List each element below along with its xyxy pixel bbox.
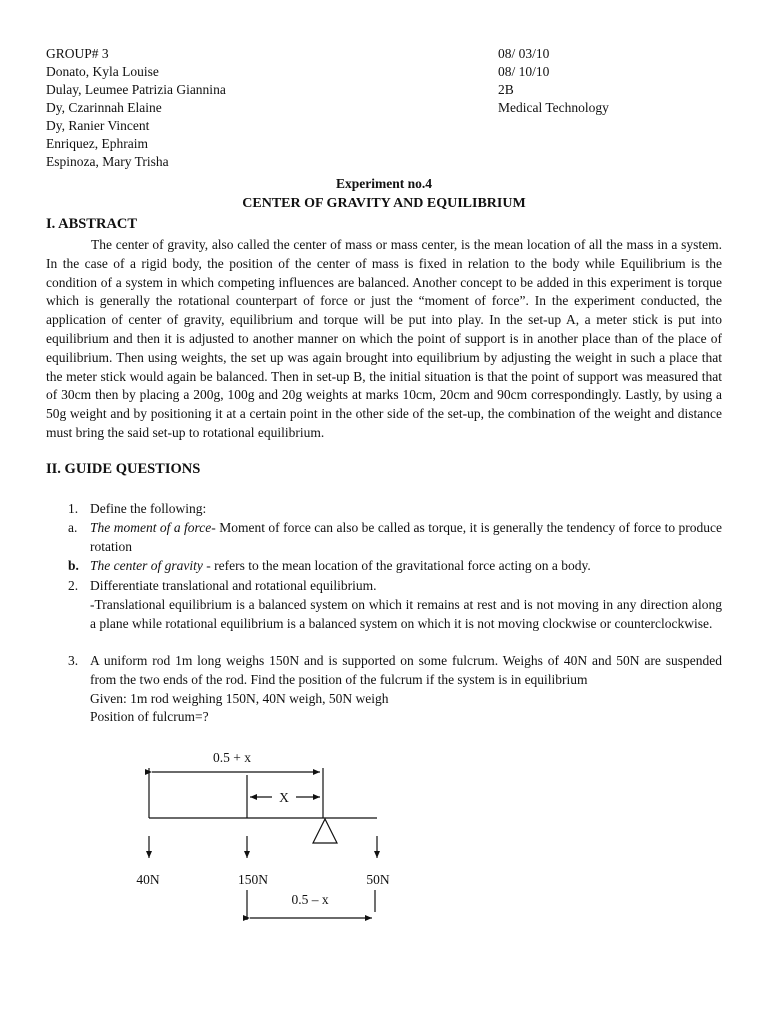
label-x: X bbox=[279, 790, 289, 805]
member-name: Dy, Czarinnah Elaine bbox=[46, 100, 162, 115]
group-number: GROUP# 3 bbox=[46, 46, 109, 61]
question-letter: b. bbox=[68, 558, 79, 573]
definition-center-of-gravity: - refers to the mean location of the gravitational force acting on a body. bbox=[202, 558, 591, 573]
answer-text: -Translational equilibrium is a balanced system on which it remains at rest and is not moving in any direction along a plane while rotational equilibrium is a balanced system on which it is not moving clockwise or counterclockwise. bbox=[90, 596, 722, 631]
abstract-text: The center of gravity, also called the center of mass or mass center, is the mean location of all the mass in a system. In the case of a rigid body, the position of the center of mass is fixed in relation to the body while Equilibrium is the condition of a system in which competing influences are balanced. Another concept to be added in this experiment is torque which is generally the rotational counterpart of force or just the “moment of force”. In the experiment conducted, the application of center of gravity, equilibrium and torque will be put into play. In the set-up A, a meter stick is put into equilibrium and then it is adjusted to another manner on which the point of support is in another place than of the place of equilibrium. Then using weights, the set up was again brought into equilibrium by adjusting the weight in such a place that the meter stick would again be balanced. Then in set-up B, the initial situation is that the point of support was measured that of 30cm then by placing a 200g, 100g and 20g weights at marks 10cm, 20cm and 90cm correspondingly. Lastly, by using a 50g weight and by positioning it at a certain point in the other side of the set-up, the combination of the weight and distance must bring the said set-up to rotational equilibrium. bbox=[46, 237, 722, 440]
member-name: Dulay, Leumee Patrizia Giannina bbox=[46, 82, 226, 97]
abstract-heading: I. ABSTRACT bbox=[46, 216, 138, 232]
label-force-left: 40N bbox=[136, 872, 160, 887]
guide-heading: II. GUIDE QUESTIONS bbox=[46, 461, 201, 477]
label-half-plus-x: 0.5 + x bbox=[213, 750, 251, 765]
member-name: Dy, Ranier Vincent bbox=[46, 118, 150, 133]
question-number: 3. bbox=[68, 653, 79, 668]
date-submitted: 08/ 10/10 bbox=[498, 64, 550, 79]
question-letter: a. bbox=[68, 520, 78, 535]
question-text: Define the following: bbox=[90, 501, 207, 516]
label-force-right: 50N bbox=[366, 872, 390, 887]
question-text: Differentiate translational and rotational equilibrium. bbox=[90, 578, 377, 593]
member-name: Donato, Kyla Louise bbox=[46, 64, 159, 79]
section: 2B bbox=[498, 82, 514, 97]
question-text: A uniform rod 1m long weighs 150N and is supported on some fulcrum. Weighs of 40N and 50N are suspended from the two ends of the rod. Find the position of the fulcrum if the system is in equilibrium bbox=[90, 653, 722, 687]
course: Medical Technology bbox=[498, 100, 609, 115]
question-number: 2. bbox=[68, 578, 79, 593]
member-name: Espinoza, Mary Trisha bbox=[46, 154, 169, 169]
term-moment-of-force: The moment of a force bbox=[90, 520, 212, 535]
given-text: Given: 1m rod weighing 150N, 40N weigh, 50N weigh bbox=[90, 690, 389, 706]
date-performed: 08/ 03/10 bbox=[498, 46, 550, 61]
label-force-mid: 150N bbox=[238, 872, 268, 887]
experiment-number: Experiment no.4 bbox=[336, 176, 432, 191]
term-center-of-gravity: The center of gravity bbox=[90, 558, 203, 573]
member-name: Enriquez, Ephraim bbox=[46, 136, 148, 151]
fulcrum-triangle bbox=[313, 819, 337, 843]
question-number: 1. bbox=[68, 501, 79, 516]
definition-moment-of-force: - Moment of force can also be called as torque, it is generally the tendency of force to produce rotation bbox=[90, 520, 723, 554]
label-half-minus-x: 0.5 – x bbox=[291, 892, 329, 907]
find-text: Position of fulcrum=? bbox=[90, 709, 209, 725]
page-title: CENTER OF GRAVITY AND EQUILIBRIUM bbox=[242, 196, 526, 211]
